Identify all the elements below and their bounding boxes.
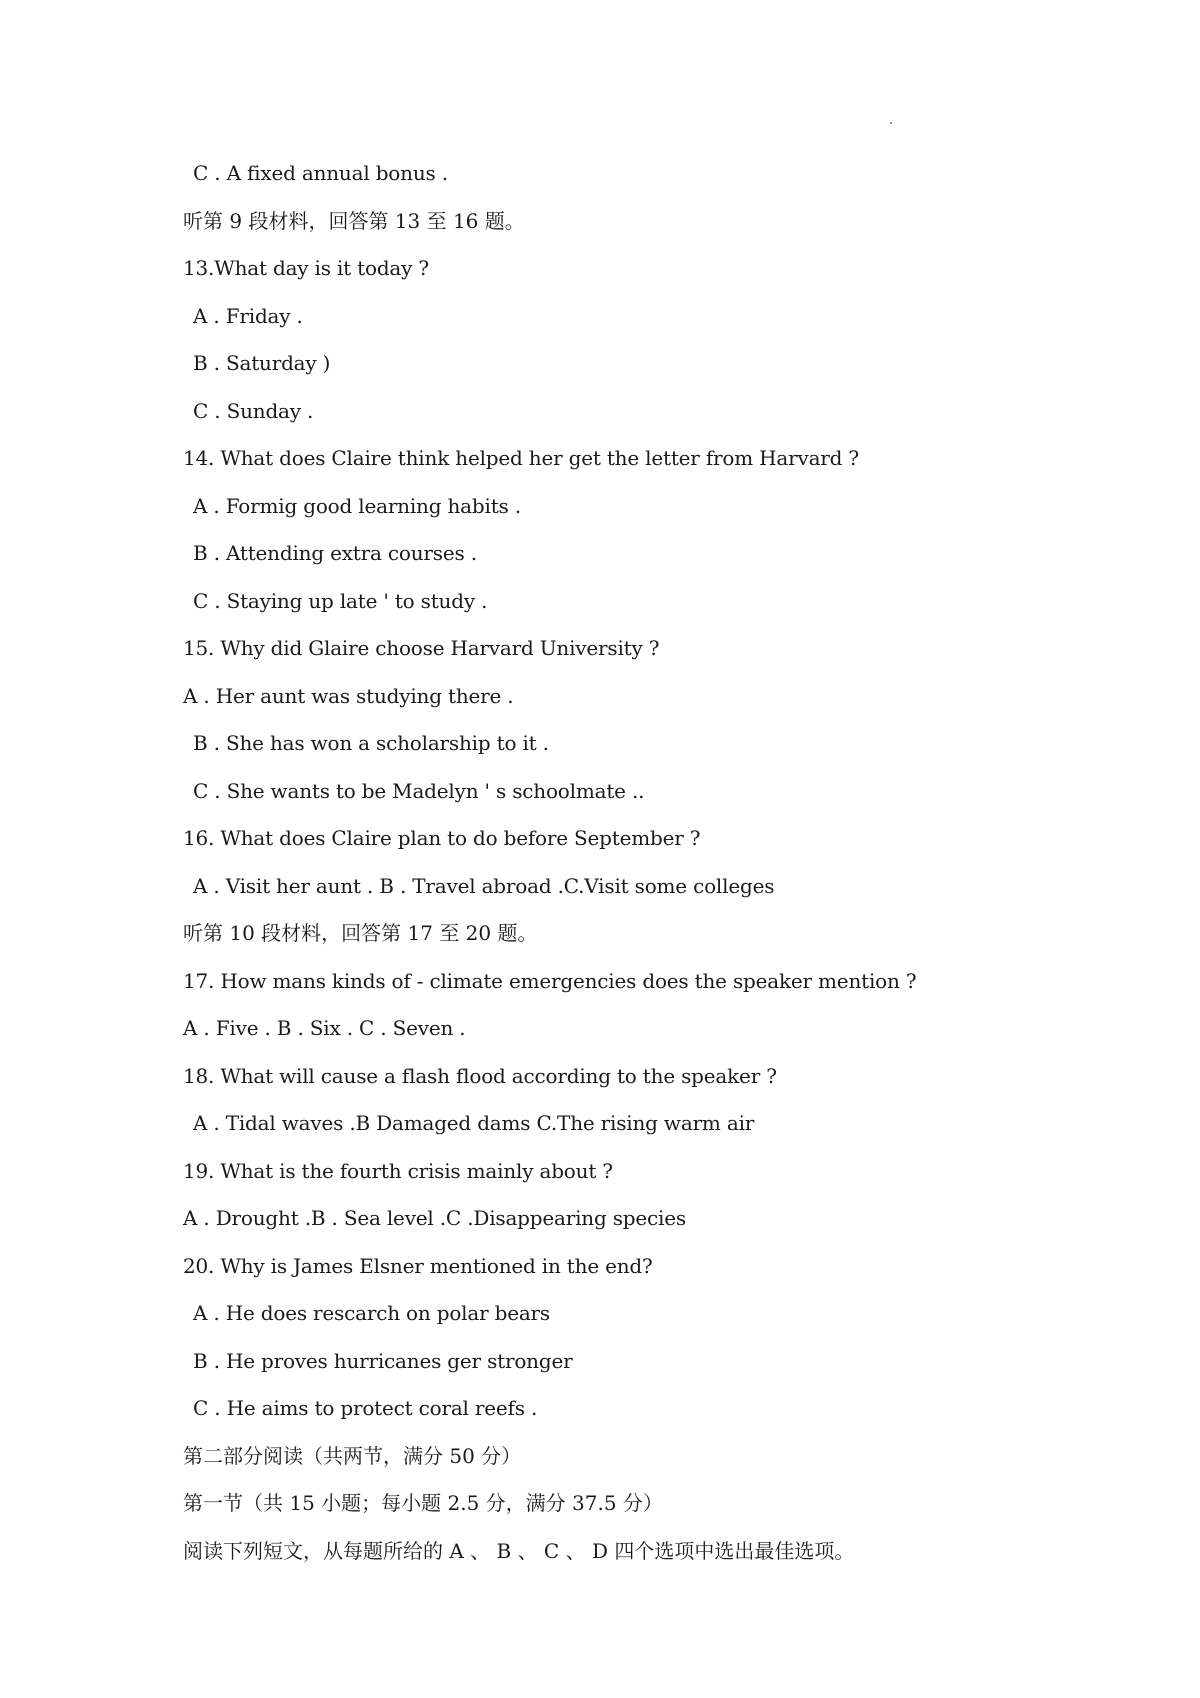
question-20: 20. Why is James Elsner mentioned in the end?: [183, 1253, 653, 1278]
option-line: B . She has won a scholarship to it .: [193, 731, 549, 755]
option-line: B . He proves hurricanes ger stronger: [193, 1348, 573, 1373]
option-line: C . A fixed annual bonus .: [193, 161, 448, 185]
question-15: 15. Why did Glaire choose Harvard University ?: [183, 636, 660, 660]
option-line: A . Visit her aunt . B . Travel abroad .C.Visit some colleges: [193, 873, 775, 898]
question-17: 17. How mans kinds of - climate emergencies does the speaker mention ?: [183, 968, 917, 993]
question-18: 18. What will cause a flash flood according to the speaker ?: [183, 1063, 777, 1088]
option-line: C . Sunday .: [193, 398, 314, 423]
section-instruction: 听第 9 段材料，回答第 13 至 16 题。: [183, 208, 525, 233]
option-line: A . Friday .: [193, 303, 303, 328]
text-body: [0, 150, 1200, 1575]
scan-speck: [890, 122, 892, 124]
option-line: B . Attending extra courses .: [193, 541, 477, 565]
section-heading: 第一节（共 15 小题；每小题 2.5 分，满分 37.5 分）: [183, 1491, 663, 1515]
question-16: 16. What does Claire plan to do before September ?: [183, 826, 701, 850]
option-line: A . Tidal waves .B Damaged dams C.The rising warm air: [193, 1111, 755, 1135]
section-instruction: 听第 10 段材料，回答第 17 至 20 题。: [183, 921, 538, 945]
option-line: C . Staying up late ' to study .: [193, 588, 488, 613]
option-line: A . He does rescarch on polar bears: [193, 1301, 550, 1325]
option-line: C . He aims to protect coral reefs .: [193, 1396, 538, 1420]
option-line: A . Her aunt was studying there .: [183, 683, 514, 708]
reading-instruction: 阅读下列短文，从每题所给的 A 、 B 、 C 、 D 四个选项中选出最佳选项。: [183, 1538, 855, 1563]
question-14: 14. What does Claire think helped her get the letter from Harvard ?: [183, 446, 859, 470]
option-line: A . Formig good learning habits .: [193, 493, 521, 518]
question-13: 13.What day is it today ?: [183, 256, 429, 280]
part-heading: 第二部分阅读（共两节，满分 50 分）: [183, 1443, 522, 1468]
option-line: C . She wants to be Madelyn ' s schoolmate ..: [193, 778, 645, 803]
option-line: A . Five . B . Six . C . Seven .: [183, 1016, 466, 1040]
option-line: A . Drought .B . Sea level .C .Disappearing species: [183, 1206, 686, 1230]
question-19: 19. What is the fourth crisis mainly about ?: [183, 1158, 613, 1183]
option-line: B . Saturday ): [193, 351, 331, 375]
